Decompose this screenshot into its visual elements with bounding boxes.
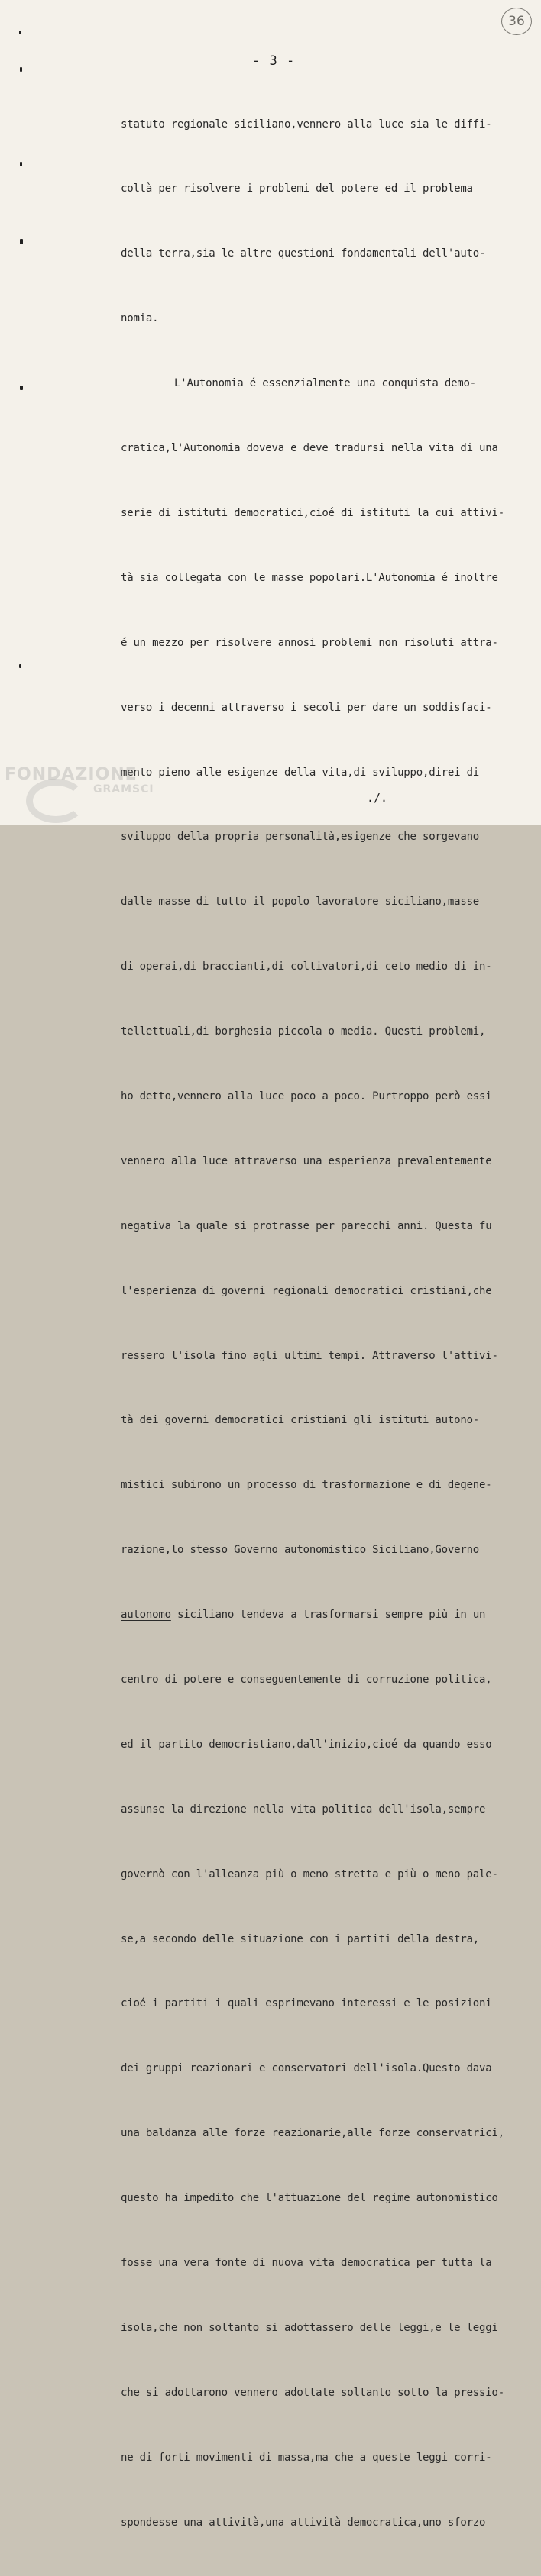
text-line: coltà per risolvere i problemi del potere ed il problema xyxy=(121,182,473,195)
text-line: governò con l'alleanza più o meno stretta e più o meno pale- xyxy=(121,1867,498,1880)
continuation-mark: ./. xyxy=(367,791,388,805)
punch-mark xyxy=(19,31,21,34)
text-line: sviluppo della propria personalità,esigenze che sorgevano xyxy=(121,831,480,844)
text-line: L'Autonomia é essenzialmente una conquista demo- xyxy=(174,377,476,390)
watermark-logo-icon xyxy=(26,779,86,823)
punch-mark xyxy=(20,386,23,390)
watermark-line-1: FONDAZIONE xyxy=(5,765,138,784)
text-line: é un mezzo per risolvere annosi problemi non risoluti attra- xyxy=(121,636,498,649)
folio-number-stamp xyxy=(501,8,532,35)
text-line: tellettuali,di borghesia piccola o media. Questi problemi, xyxy=(121,1025,486,1038)
underlined-word: autonomo xyxy=(121,1609,171,1622)
text-line: autonomo siciliano tendeva a trasformarsi sempre più in un xyxy=(121,1609,486,1622)
text-line: isola,che non soltanto si adottassero delle leggi,e le leggi xyxy=(121,2321,498,2334)
text-line: serie di istituti democratici,cioé di istituti la cui attivi- xyxy=(121,506,504,519)
text-line: se,a secondo delle situazione con i partiti della destra, xyxy=(121,1932,480,1945)
text-line: nomia. xyxy=(121,312,159,325)
text-line: verso i decenni attraverso i secoli per dare un soddisfaci- xyxy=(121,701,492,714)
text-line: ressero l'isola fino agli ultimi tempi. Attraverso l'attivi- xyxy=(121,1349,498,1362)
text-line: tà dei governi democratici cristiani gli istituti autono- xyxy=(121,1414,480,1427)
text-line: dalle masse di tutto il popolo lavoratore siciliano,masse xyxy=(121,896,480,909)
text-line: ne di forti movimenti di massa,ma che a queste leggi corri- xyxy=(121,2451,492,2464)
text-line: fosse una vera fonte di nuova vita democratica per tutta la xyxy=(121,2256,492,2269)
text-line: statuto regionale siciliano,vennero alla luce sia le diffi- xyxy=(121,118,492,131)
page-number: - 3 - xyxy=(252,53,296,69)
folio-number: 36 xyxy=(508,14,525,29)
text-line: assunse la direzione nella vita politica dell'isola,sempre xyxy=(121,1803,486,1816)
text-line: razione,lo stesso Governo autonomistico Siciliano,Governo xyxy=(121,1544,480,1557)
typed-text-body xyxy=(121,70,518,2576)
punch-mark xyxy=(20,67,22,72)
text-line: questo ha impedito che l'attuazione del regime autonomistico xyxy=(121,2192,498,2205)
text-line: mento pieno alle esigenze della vita,di sviluppo,direi di xyxy=(121,766,480,779)
text-line: centro di potere e conseguentemente di corruzione politica, xyxy=(121,1673,492,1686)
text-line: cioé i partiti i quali esprimevano interessi e le posizioni xyxy=(121,1997,492,2010)
text-line: ed il partito democristiano,dall'inizio,cioé da quando esso xyxy=(121,1738,492,1751)
text-line: tà sia collegata con le masse popolari.L'Autonomia é inoltre xyxy=(121,571,498,584)
text-line: una baldanza alle forze reazionarie,alle forze conservatrici, xyxy=(121,2127,504,2140)
text-line: di operai,di braccianti,di coltivatori,di ceto medio di in- xyxy=(121,960,492,973)
watermark-line-2: GRAMSCI xyxy=(93,783,154,796)
text-line: ho detto,vennero alla luce poco a poco. Purtroppo però essi xyxy=(121,1089,492,1102)
punch-mark xyxy=(20,239,23,244)
text-line: l'esperienza di governi regionali democratici cristiani,che xyxy=(121,1284,492,1297)
text-line: della terra,sia le altre questioni fondamentali dell'auto- xyxy=(121,247,486,260)
text-line: dei gruppi reazionari e conservatori dell'isola.Questo dava xyxy=(121,2062,492,2075)
text-line: spondesse una attività,una attività democratica,uno sforzo xyxy=(121,2516,486,2529)
punch-mark xyxy=(19,664,21,668)
text-line: che si adottarono vennero adottate soltanto sotto la pressio- xyxy=(121,2386,504,2399)
text-line: vennero alla luce attraverso una esperienza prevalentemente xyxy=(121,1154,492,1167)
text-line: negativa la quale si protrasse per parecchi anni. Questa fu xyxy=(121,1219,492,1232)
text-line: mistici subirono un processo di trasformazione e di degene- xyxy=(121,1479,492,1492)
punch-mark xyxy=(20,162,22,166)
archive-watermark xyxy=(0,763,153,825)
text-line: cratica,l'Autonomia doveva e deve tradursi nella vita di una xyxy=(121,442,498,455)
